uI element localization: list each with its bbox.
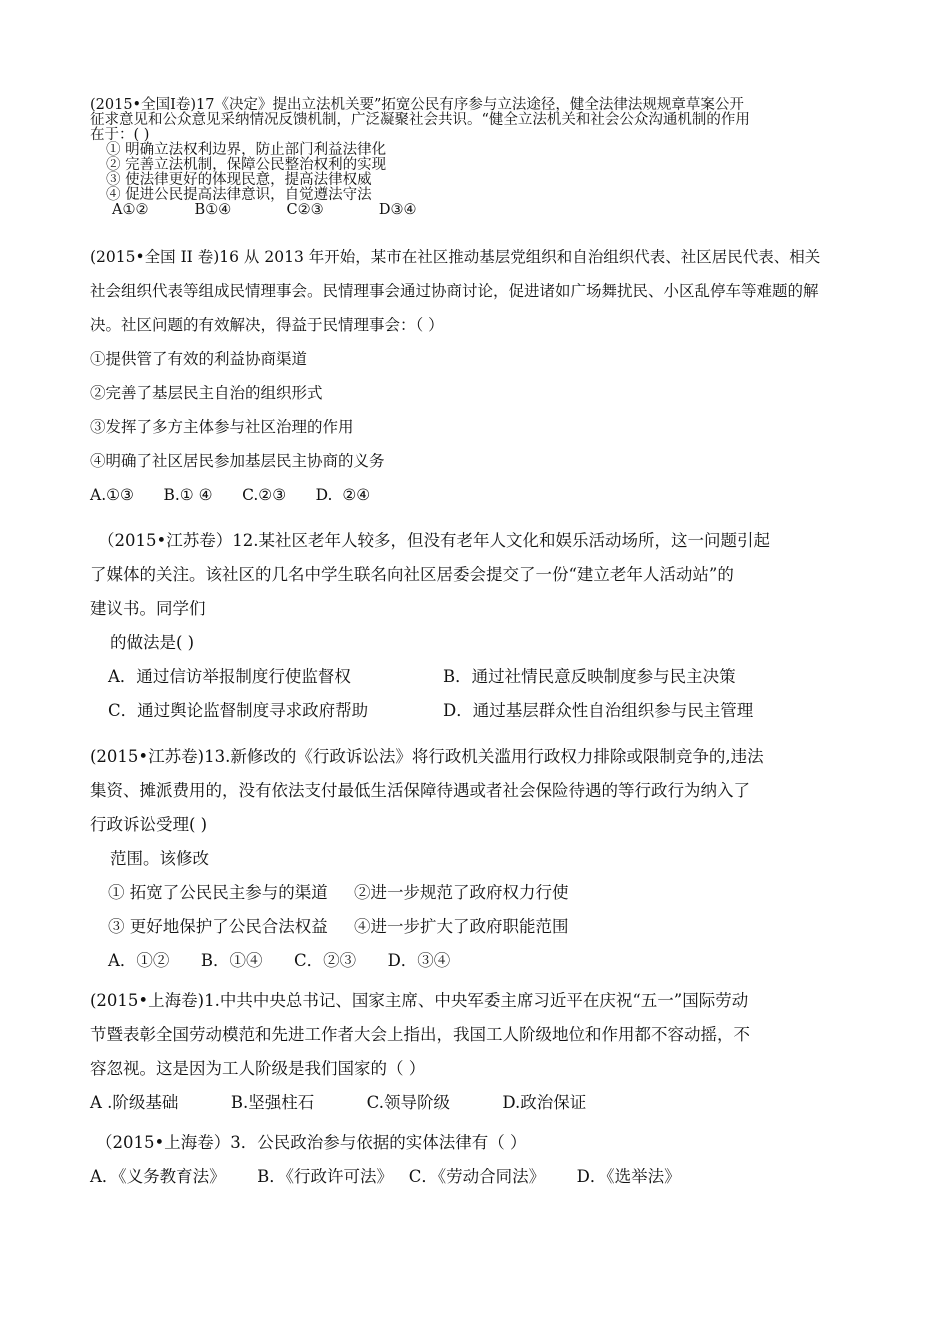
question-stem-line: （2015•江苏卷）12.某社区老年人较多，但没有老年人文化和娱乐活动场所，这一问题引起 [98,531,770,550]
question-stem-line: (2015•全国 II 卷)16 从 2013 年开始，某市在社区推动基层党组织和自治组织代表、社区居民代表、相关 [90,248,821,266]
question-1 [90,98,870,218]
question-stem-line: 社会组织代表等组成民情理事会。民情理事会通过协商讨论，促进诸如广场舞扰民、小区乱停车等难题的解 [90,282,819,300]
question-stem-line: 集资、摊派费用的，没有依法支付最低生活保障待遇或者社会保险待遇的等行政行为纳入了 [90,781,750,800]
question-2 [90,240,870,512]
answer-option: C．通过舆论监督制度寻求政府帮助 [108,701,369,720]
answer-option: ②完善了基层民主自治的组织形式 [90,384,323,402]
answer-choices: A .阶级基础 B.坚强柱石 C.领导阶级 D.政治保证 [90,1093,587,1112]
question-4 [90,740,870,978]
answer-option-row [90,660,870,694]
question-stem-line: 了媒体的关注。该社区的几名中学生联名向社区居委会提交了一份“建立老年人活动站”的 [90,565,734,584]
question-stem-line: 行政诉讼受理( ) [90,815,208,834]
question-stem-line: 的做法是( ) [110,633,195,652]
answer-option: ③ 使法律更好的体现民意，提高法律权威 [106,172,372,188]
answer-option: B．通过社情民意反映制度参与民主决策 [443,667,736,686]
question-stem-line: (2015•全国Ⅰ卷)17《决定》提出立法机关要”拓宽公民有序参与立法途径，健全法律法规规章草案公开 [90,97,744,113]
question-stem-line: 决。社区问题的有效解决，得益于民情理事会：（ ） [90,316,444,334]
question-stem-line: （2015•上海卷）3．公民政治参与依据的实体法律有（ ） [96,1133,527,1152]
question-stem-line: 节暨表彰全国劳动模范和先进工作者大会上指出，我国工人阶级地位和作用都不容动摇，不 [90,1025,750,1044]
question-stem-line: 容忽视。这是因为工人阶级是我们国家的（ ） [90,1059,426,1078]
answer-option: ③发挥了多方主体参与社区治理的作用 [90,418,354,436]
question-stem-line: 在于：( ) [90,127,150,143]
answer-choices: A．①② B．①④ C．②③ D．③④ [108,951,451,970]
answer-option: ④ 促进公民提高法律意识，自觉遵法守法 [106,187,372,203]
answer-option-row [90,694,870,728]
answer-option: D．通过基层群众性自治组织参与民主管理 [443,701,754,720]
answer-option: ② 完善立法机制，保障公民整治权利的实现 [106,157,387,173]
question-stem-line: 建议书。同学们 [90,599,206,618]
question-stem-line: (2015•上海卷)1.中共中央总书记、国家主席、中央军委主席习近平在庆祝“五一”国际劳动 [90,991,749,1010]
question-3 [90,524,870,728]
answer-choices: A①② B①④ C②③ D③④ [112,202,417,218]
answer-choices: A.①③ B.① ④ C.②③ D. ②④ [90,486,371,504]
answer-option: ①提供管了有效的利益协商渠道 [90,350,308,368]
question-stem-line: 征求意见和公众意见采纳情况反馈机制，广泛凝聚社会共识。“健全立法机关和社会公众沟通机制的作用 [90,112,750,128]
answer-option: ③ 更好地保护了公民合法权益 ④进一步扩大了政府职能范围 [108,917,569,936]
answer-option: ① 拓宽了公民民主参与的渠道 ②进一步规范了政府权力行使 [108,883,569,902]
question-stem-line: (2015•江苏卷)13.新修改的《行政诉讼法》将行政机关滥用行政权力排除或限制竞争的,违法 [90,747,764,766]
answer-option: ① 明确立法权利边界，防止部门利益法律化 [106,142,387,158]
question-5 [90,984,870,1120]
answer-option: ④明确了社区居民参加基层民主协商的义务 [90,452,385,470]
answer-option: A．通过信访举报制度行使监督权 [108,667,351,686]
answer-choices: A．《义务教育法》 B．《行政许可法》 C．《劳动合同法》 D．《选举法》 [90,1167,681,1186]
question-6 [90,1126,870,1194]
question-stem-line: 范围。该修改 [110,849,209,868]
